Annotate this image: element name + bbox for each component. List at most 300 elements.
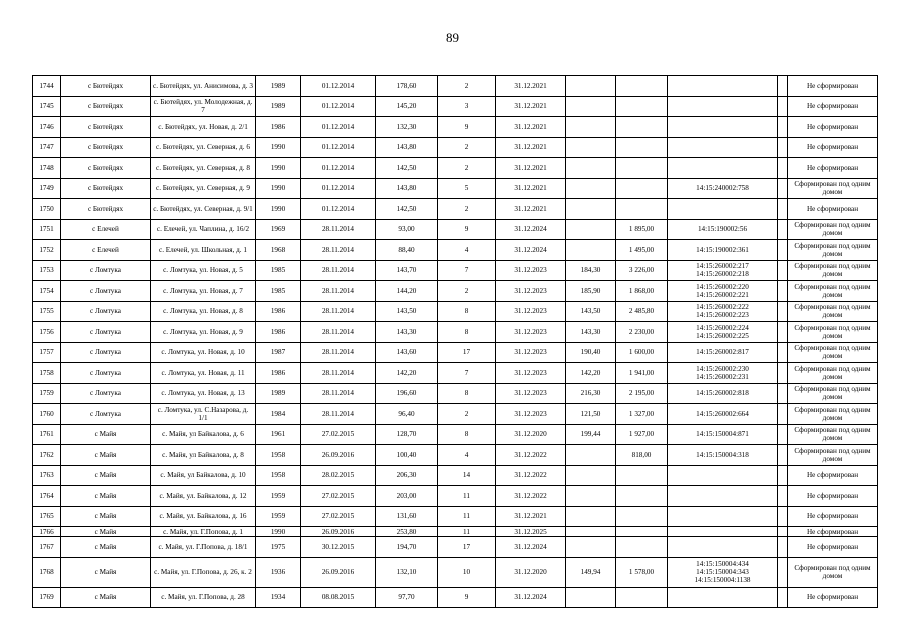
table-row	[33, 322, 878, 343]
residents-count-cell: 5	[438, 178, 496, 199]
address-cell: с. Бютейдях, ул. Северная, д. 9/1	[151, 199, 256, 220]
address-cell: с. Бютейдях, ул. Северная, д. 9	[151, 178, 256, 199]
area-cell: 132,30	[376, 117, 438, 138]
residents-count-cell: 17	[438, 342, 496, 363]
row-number-cell: 1768	[33, 557, 61, 587]
residents-count-cell: 8	[438, 383, 496, 404]
cost-cell: 1 895,00	[616, 219, 668, 240]
area-cell: 142,50	[376, 199, 438, 220]
build-year-cell: 1984	[256, 404, 301, 425]
table-row	[33, 527, 878, 537]
land-area-cell: 142,20	[566, 363, 616, 384]
row-number-cell: 1755	[33, 301, 61, 322]
cost-cell: 818,00	[616, 445, 668, 466]
land-area-cell	[566, 158, 616, 179]
cadastral-number-cell: 14:15:150004:318	[668, 445, 778, 466]
table-row	[33, 281, 878, 302]
address-cell: с. Бютейдях, ул. Северная, д. 8	[151, 158, 256, 179]
table-row	[33, 506, 878, 527]
build-year-cell: 1990	[256, 158, 301, 179]
row-number-cell: 1751	[33, 219, 61, 240]
address-cell: с. Ломтука, ул. Новая, д. 9	[151, 322, 256, 343]
area-cell: 253,80	[376, 527, 438, 537]
end-date-cell: 31.12.2021	[496, 178, 566, 199]
land-area-cell	[566, 587, 616, 608]
row-number-cell: 1750	[33, 199, 61, 220]
cost-cell: 1 578,00	[616, 557, 668, 587]
end-date-cell: 31.12.2021	[496, 76, 566, 97]
land-status-cell: Не сформирован	[788, 96, 878, 117]
table-row	[33, 178, 878, 199]
date-cell: 08.08.2015	[301, 587, 376, 608]
settlement-cell: с Бютейдях	[61, 158, 151, 179]
address-cell: с. Бютейдях, ул. Новая, д. 2/1	[151, 117, 256, 138]
build-year-cell: 1986	[256, 322, 301, 343]
residents-count-cell: 2	[438, 199, 496, 220]
row-number-cell: 1761	[33, 424, 61, 445]
row-number-cell: 1769	[33, 587, 61, 608]
empty-cell	[778, 486, 788, 507]
settlement-cell: с Бютейдях	[61, 199, 151, 220]
residents-count-cell: 7	[438, 260, 496, 281]
table-row	[33, 424, 878, 445]
row-number-cell: 1758	[33, 363, 61, 384]
land-status-cell: Сформирован под одним домом	[788, 557, 878, 587]
cost-cell	[616, 587, 668, 608]
residents-count-cell: 11	[438, 486, 496, 507]
build-year-cell: 1959	[256, 506, 301, 527]
cost-cell: 3 226,00	[616, 260, 668, 281]
land-area-cell: 216,30	[566, 383, 616, 404]
cadastral-number-cell	[668, 506, 778, 527]
table-row	[33, 219, 878, 240]
residents-count-cell: 14	[438, 465, 496, 486]
end-date-cell: 31.12.2021	[496, 199, 566, 220]
area-cell: 178,60	[376, 76, 438, 97]
residents-count-cell: 2	[438, 158, 496, 179]
date-cell: 01.12.2014	[301, 137, 376, 158]
settlement-cell: с Ломтука	[61, 260, 151, 281]
row-number-cell: 1744	[33, 76, 61, 97]
area-cell: 100,40	[376, 445, 438, 466]
end-date-cell: 31.12.2025	[496, 527, 566, 537]
date-cell: 28.11.2014	[301, 260, 376, 281]
date-cell: 27.02.2015	[301, 424, 376, 445]
build-year-cell: 1968	[256, 240, 301, 261]
date-cell: 28.11.2014	[301, 342, 376, 363]
cost-cell	[616, 199, 668, 220]
cost-cell: 1 927,00	[616, 424, 668, 445]
cadastral-number-cell	[668, 587, 778, 608]
land-status-cell: Не сформирован	[788, 76, 878, 97]
cadastral-number-cell: 14:15:260002:222 14:15:260002:223	[668, 301, 778, 322]
build-year-cell: 1986	[256, 117, 301, 138]
date-cell: 28.11.2014	[301, 363, 376, 384]
date-cell: 26.09.2016	[301, 557, 376, 587]
table-row	[33, 137, 878, 158]
build-year-cell: 1958	[256, 465, 301, 486]
row-number-cell: 1749	[33, 178, 61, 199]
date-cell: 01.12.2014	[301, 158, 376, 179]
cadastral-number-cell	[668, 199, 778, 220]
end-date-cell: 31.12.2023	[496, 301, 566, 322]
cadastral-number-cell: 14:15:240002:758	[668, 178, 778, 199]
end-date-cell: 31.12.2022	[496, 445, 566, 466]
residents-count-cell: 8	[438, 424, 496, 445]
address-cell: с. Ломтука, ул. Новая, д. 13	[151, 383, 256, 404]
area-cell: 88,40	[376, 240, 438, 261]
row-number-cell: 1763	[33, 465, 61, 486]
date-cell: 01.12.2014	[301, 117, 376, 138]
build-year-cell: 1934	[256, 587, 301, 608]
empty-cell	[778, 424, 788, 445]
address-cell: с. Елечей, ул. Школьная, д. 1	[151, 240, 256, 261]
table-row	[33, 557, 878, 587]
address-cell: с. Ломтука, ул. Новая, д. 11	[151, 363, 256, 384]
area-cell: 196,60	[376, 383, 438, 404]
row-number-cell: 1756	[33, 322, 61, 343]
residents-count-cell: 8	[438, 301, 496, 322]
land-status-cell: Сформирован под одним домом	[788, 424, 878, 445]
land-status-cell: Сформирован под одним домом	[788, 342, 878, 363]
area-cell: 142,20	[376, 363, 438, 384]
table-row	[33, 445, 878, 466]
residents-count-cell: 7	[438, 363, 496, 384]
settlement-cell: с Майя	[61, 527, 151, 537]
address-cell: с. Майя, ул Байкалова, д. 10	[151, 465, 256, 486]
area-cell: 206,30	[376, 465, 438, 486]
date-cell: 28.02.2015	[301, 465, 376, 486]
row-number-cell: 1754	[33, 281, 61, 302]
land-status-cell: Не сформирован	[788, 587, 878, 608]
land-status-cell: Не сформирован	[788, 137, 878, 158]
row-number-cell: 1746	[33, 117, 61, 138]
date-cell: 28.11.2014	[301, 219, 376, 240]
empty-cell	[778, 322, 788, 343]
settlement-cell: с Бютейдях	[61, 76, 151, 97]
build-year-cell: 1987	[256, 342, 301, 363]
address-cell: с. Майя, ул. Г.Попова, д. 26, к. 2	[151, 557, 256, 587]
land-status-cell: Не сформирован	[788, 465, 878, 486]
land-area-cell	[566, 96, 616, 117]
empty-cell	[778, 527, 788, 537]
cadastral-number-cell: 14:15:260002:817	[668, 342, 778, 363]
residents-count-cell: 17	[438, 537, 496, 558]
end-date-cell: 31.12.2023	[496, 342, 566, 363]
empty-cell	[778, 383, 788, 404]
empty-cell	[778, 117, 788, 138]
row-number-cell: 1757	[33, 342, 61, 363]
build-year-cell: 1958	[256, 445, 301, 466]
end-date-cell: 31.12.2023	[496, 383, 566, 404]
table-body	[33, 76, 878, 608]
address-cell: с. Ломтука, ул. Новая, д. 5	[151, 260, 256, 281]
area-cell: 143,80	[376, 178, 438, 199]
empty-cell	[778, 240, 788, 261]
end-date-cell: 31.12.2023	[496, 363, 566, 384]
land-area-cell: 143,50	[566, 301, 616, 322]
area-cell: 93,00	[376, 219, 438, 240]
cost-cell	[616, 506, 668, 527]
settlement-cell: с Бютейдях	[61, 117, 151, 138]
area-cell: 96,40	[376, 404, 438, 425]
area-cell: 144,20	[376, 281, 438, 302]
table-row	[33, 342, 878, 363]
residents-count-cell: 11	[438, 506, 496, 527]
empty-cell	[778, 445, 788, 466]
empty-cell	[778, 158, 788, 179]
cost-cell: 1 868,00	[616, 281, 668, 302]
cadastral-number-cell: 14:15:260002:664	[668, 404, 778, 425]
land-area-cell	[566, 137, 616, 158]
end-date-cell: 31.12.2021	[496, 506, 566, 527]
empty-cell	[778, 404, 788, 425]
cadastral-number-cell	[668, 137, 778, 158]
address-cell: с. Майя, ул. Г.Попова, д. 18/1	[151, 537, 256, 558]
cadastral-number-cell	[668, 486, 778, 507]
date-cell: 27.02.2015	[301, 486, 376, 507]
date-cell: 01.12.2014	[301, 178, 376, 199]
date-cell: 26.09.2016	[301, 445, 376, 466]
cost-cell	[616, 486, 668, 507]
build-year-cell: 1986	[256, 301, 301, 322]
cadastral-number-cell	[668, 117, 778, 138]
table-row	[33, 240, 878, 261]
address-cell: с. Ломтука, ул. Новая, д. 7	[151, 281, 256, 302]
address-cell: с. Майя, ул. Байкалова, д. 12	[151, 486, 256, 507]
row-number-cell: 1764	[33, 486, 61, 507]
land-status-cell: Сформирован под одним домом	[788, 383, 878, 404]
settlement-cell: с Ломтука	[61, 404, 151, 425]
cadastral-number-cell	[668, 537, 778, 558]
date-cell: 28.11.2014	[301, 404, 376, 425]
build-year-cell: 1990	[256, 137, 301, 158]
empty-cell	[778, 178, 788, 199]
cadastral-number-cell: 14:15:260002:230 14:15:260002:231	[668, 363, 778, 384]
cadastral-number-cell: 14:15:260002:818	[668, 383, 778, 404]
land-area-cell	[566, 445, 616, 466]
settlement-cell: с Майя	[61, 486, 151, 507]
table-row	[33, 96, 878, 117]
land-area-cell	[566, 465, 616, 486]
end-date-cell: 31.12.2022	[496, 486, 566, 507]
cadastral-number-cell	[668, 96, 778, 117]
residents-count-cell: 2	[438, 137, 496, 158]
table-row	[33, 465, 878, 486]
area-cell: 145,20	[376, 96, 438, 117]
address-cell: с. Бютейдях, ул. Молодежная, д. 7	[151, 96, 256, 117]
land-status-cell: Сформирован под одним домом	[788, 260, 878, 281]
empty-cell	[778, 281, 788, 302]
area-cell: 143,80	[376, 137, 438, 158]
residents-count-cell: 4	[438, 445, 496, 466]
cost-cell	[616, 537, 668, 558]
land-area-cell	[566, 537, 616, 558]
build-year-cell: 1985	[256, 281, 301, 302]
land-status-cell: Сформирован под одним домом	[788, 281, 878, 302]
land-status-cell: Не сформирован	[788, 537, 878, 558]
land-status-cell: Сформирован под одним домом	[788, 322, 878, 343]
land-area-cell: 185,90	[566, 281, 616, 302]
land-status-cell: Сформирован под одним домом	[788, 363, 878, 384]
settlement-cell: с Ломтука	[61, 383, 151, 404]
land-status-cell: Сформирован под одним домом	[788, 219, 878, 240]
residents-count-cell: 2	[438, 76, 496, 97]
land-area-cell	[566, 219, 616, 240]
area-cell: 194,70	[376, 537, 438, 558]
empty-cell	[778, 96, 788, 117]
table-row	[33, 486, 878, 507]
date-cell: 28.11.2014	[301, 301, 376, 322]
end-date-cell: 31.12.2024	[496, 587, 566, 608]
address-cell: с. Елечей, ул. Чаплина, д. 16/2	[151, 219, 256, 240]
row-number-cell: 1753	[33, 260, 61, 281]
residents-count-cell: 2	[438, 404, 496, 425]
build-year-cell: 1990	[256, 178, 301, 199]
cost-cell: 2 485,80	[616, 301, 668, 322]
area-cell: 131,60	[376, 506, 438, 527]
cost-cell: 1 600,00	[616, 342, 668, 363]
cost-cell: 1 327,00	[616, 404, 668, 425]
settlement-cell: с Майя	[61, 445, 151, 466]
address-cell: с. Ломтука, ул. С.Назарова, д. 1/1	[151, 404, 256, 425]
table-row	[33, 76, 878, 97]
settlement-cell: с Бютейдях	[61, 96, 151, 117]
settlement-cell: с Ломтука	[61, 322, 151, 343]
build-year-cell: 1990	[256, 527, 301, 537]
table-row	[33, 117, 878, 138]
address-cell: с. Ломтука, ул. Новая, д. 10	[151, 342, 256, 363]
settlement-cell: с Ломтука	[61, 363, 151, 384]
settlement-cell: с Бютейдях	[61, 178, 151, 199]
end-date-cell: 31.12.2021	[496, 117, 566, 138]
address-cell: с. Майя, ул Байкалова, д. 8	[151, 445, 256, 466]
land-status-cell: Не сформирован	[788, 486, 878, 507]
empty-cell	[778, 342, 788, 363]
cost-cell: 2 230,00	[616, 322, 668, 343]
empty-cell	[778, 537, 788, 558]
address-cell: с. Майя, ул. Г.Попова, д. 28	[151, 587, 256, 608]
land-area-cell: 199,44	[566, 424, 616, 445]
area-cell: 132,10	[376, 557, 438, 587]
table-row	[33, 587, 878, 608]
land-area-cell	[566, 76, 616, 97]
area-cell: 143,70	[376, 260, 438, 281]
land-area-cell	[566, 486, 616, 507]
cost-cell	[616, 96, 668, 117]
end-date-cell: 31.12.2020	[496, 424, 566, 445]
table-row	[33, 158, 878, 179]
land-status-cell: Не сформирован	[788, 158, 878, 179]
end-date-cell: 31.12.2023	[496, 404, 566, 425]
row-number-cell: 1748	[33, 158, 61, 179]
cadastral-number-cell: 14:15:150004:871	[668, 424, 778, 445]
cadastral-number-cell: 14:15:260002:220 14:15:260002:221	[668, 281, 778, 302]
land-status-cell: Сформирован под одним домом	[788, 240, 878, 261]
row-number-cell: 1752	[33, 240, 61, 261]
land-status-cell: Сформирован под одним домом	[788, 301, 878, 322]
date-cell: 28.11.2014	[301, 240, 376, 261]
land-area-cell: 149,94	[566, 557, 616, 587]
residents-count-cell: 2	[438, 281, 496, 302]
cost-cell	[616, 137, 668, 158]
empty-cell	[778, 587, 788, 608]
cost-cell	[616, 158, 668, 179]
table-row	[33, 301, 878, 322]
area-cell: 128,70	[376, 424, 438, 445]
land-area-cell	[566, 117, 616, 138]
build-year-cell: 1936	[256, 557, 301, 587]
table-row	[33, 260, 878, 281]
land-area-cell	[566, 199, 616, 220]
build-year-cell: 1989	[256, 96, 301, 117]
land-status-cell: Не сформирован	[788, 527, 878, 537]
settlement-cell: с Елечей	[61, 240, 151, 261]
cost-cell	[616, 527, 668, 537]
land-status-cell: Сформирован под одним домом	[788, 404, 878, 425]
address-cell: с. Ломтука, ул. Новая, д. 8	[151, 301, 256, 322]
cadastral-number-cell	[668, 76, 778, 97]
land-status-cell: Не сформирован	[788, 117, 878, 138]
table-row	[33, 383, 878, 404]
table-row	[33, 363, 878, 384]
date-cell: 26.09.2016	[301, 527, 376, 537]
residents-count-cell: 11	[438, 527, 496, 537]
address-cell: с. Майя, ул. Байкалова, д. 16	[151, 506, 256, 527]
table-row	[33, 199, 878, 220]
build-year-cell: 1975	[256, 537, 301, 558]
build-year-cell: 1961	[256, 424, 301, 445]
area-cell: 142,50	[376, 158, 438, 179]
land-area-cell	[566, 240, 616, 261]
housing-registry-table	[32, 75, 878, 608]
end-date-cell: 31.12.2021	[496, 137, 566, 158]
date-cell: 28.11.2014	[301, 383, 376, 404]
build-year-cell: 1989	[256, 383, 301, 404]
empty-cell	[778, 260, 788, 281]
residents-count-cell: 4	[438, 240, 496, 261]
end-date-cell: 31.12.2023	[496, 260, 566, 281]
end-date-cell: 31.12.2020	[496, 557, 566, 587]
cadastral-number-cell: 14:15:190002:56	[668, 219, 778, 240]
build-year-cell: 1985	[256, 260, 301, 281]
settlement-cell: с Майя	[61, 587, 151, 608]
cadastral-number-cell	[668, 158, 778, 179]
end-date-cell: 31.12.2023	[496, 322, 566, 343]
land-status-cell: Сформирован под одним домом	[788, 178, 878, 199]
land-area-cell: 190,40	[566, 342, 616, 363]
date-cell: 28.11.2014	[301, 281, 376, 302]
empty-cell	[778, 465, 788, 486]
empty-cell	[778, 301, 788, 322]
build-year-cell: 1959	[256, 486, 301, 507]
row-number-cell: 1766	[33, 527, 61, 537]
settlement-cell: с Майя	[61, 424, 151, 445]
cadastral-number-cell	[668, 527, 778, 537]
settlement-cell: с Ломтука	[61, 281, 151, 302]
settlement-cell: с Майя	[61, 465, 151, 486]
land-area-cell	[566, 527, 616, 537]
settlement-cell: с Ломтука	[61, 342, 151, 363]
land-area-cell: 143,30	[566, 322, 616, 343]
address-cell: с. Майя, ул Байкалова, д. 6	[151, 424, 256, 445]
residents-count-cell: 9	[438, 117, 496, 138]
build-year-cell: 1990	[256, 199, 301, 220]
end-date-cell: 31.12.2024	[496, 240, 566, 261]
cadastral-number-cell: 14:15:260002:217 14:15:260002:218	[668, 260, 778, 281]
table-row	[33, 404, 878, 425]
residents-count-cell: 8	[438, 322, 496, 343]
